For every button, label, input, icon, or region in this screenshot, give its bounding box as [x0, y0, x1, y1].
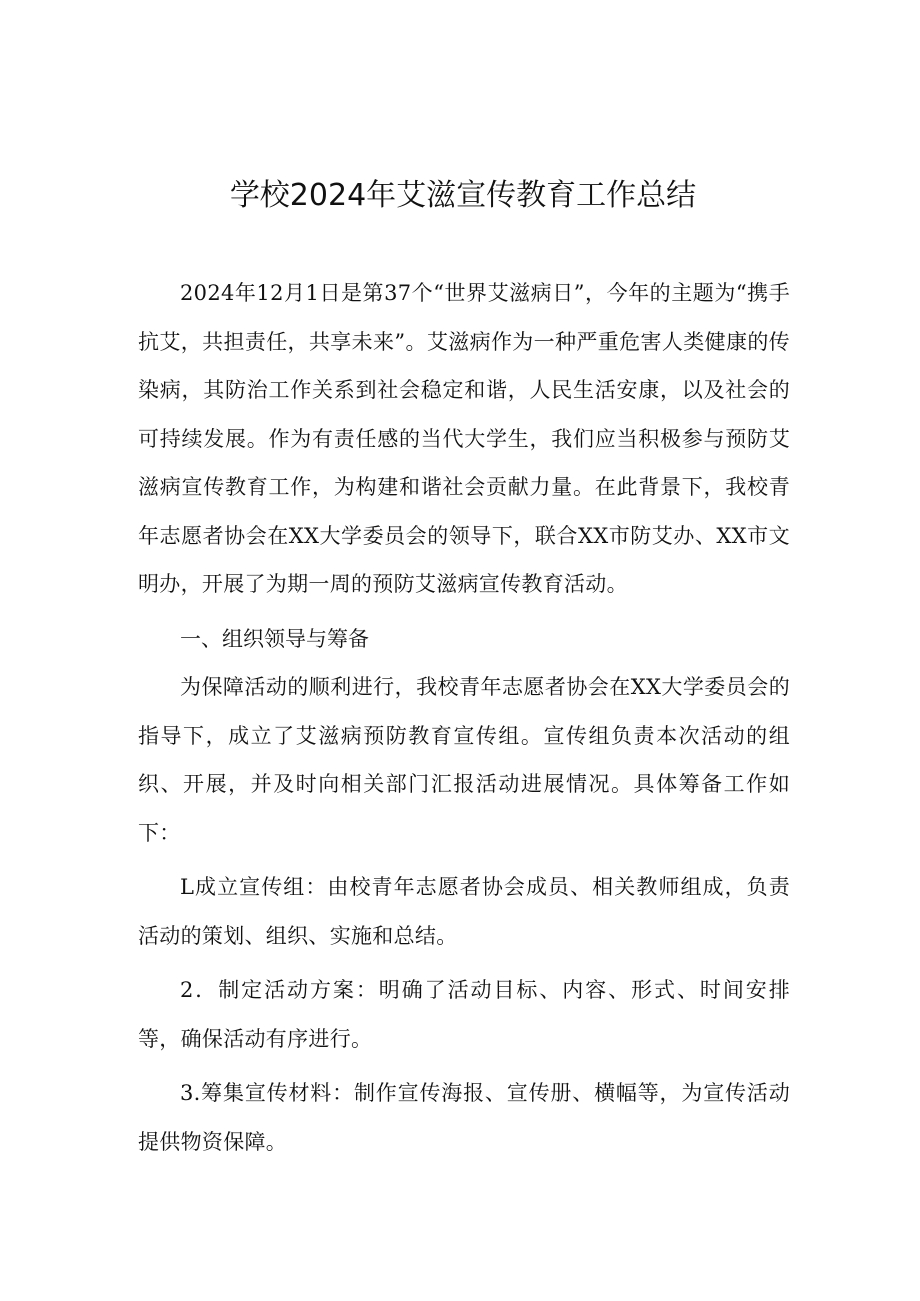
intro-paragraph: 2024年12月1日是第37个“世界艾滋病日”，今年的主题为“携手抗艾，共担责任，共享未来”。艾滋病作为一种严重危害人类健康的传染病，其防治工作关系到社会稳定和谐，人民生活安康，以及社会的可持续发展。作为有责任感的当代大学生，我们应当积极参与预防艾滋病宣传教育工作，为构建和谐社会贡献力量。在此背景下，我校青年志愿者协会在XX大学委员会的领导下，联合XX市防艾办、XX市文明办，开展了为期一周的预防艾滋病宣传教育活动。: [138, 281, 790, 596]
section-heading-1: 一、组织领导与筹备: [180, 626, 369, 651]
section-1-paragraph: 为保障活动的顺利进行，我校青年志愿者协会在XX大学委员会的指导下，成立了艾滋病预防教育宣传组。宣传组负责本次活动的组织、开展，并及时向相关部门汇报活动进展情况。具体筹备工作如下：: [138, 675, 790, 845]
list-item: 3.筹集宣传材料：制作宣传海报、宣传册、横幅等，为宣传活动提供物资保障。: [138, 1081, 790, 1154]
document-title: 学校2024年艾滋宣传教育工作总结: [229, 178, 697, 213]
list-item: 2．制定活动方案：明确了活动目标、内容、形式、时间安排等，确保活动有序进行。: [138, 978, 790, 1051]
list-item: L成立宣传组：由校青年志愿者协会成员、相关教师组成，负责活动的策划、组织、实施和总结。: [138, 875, 790, 948]
